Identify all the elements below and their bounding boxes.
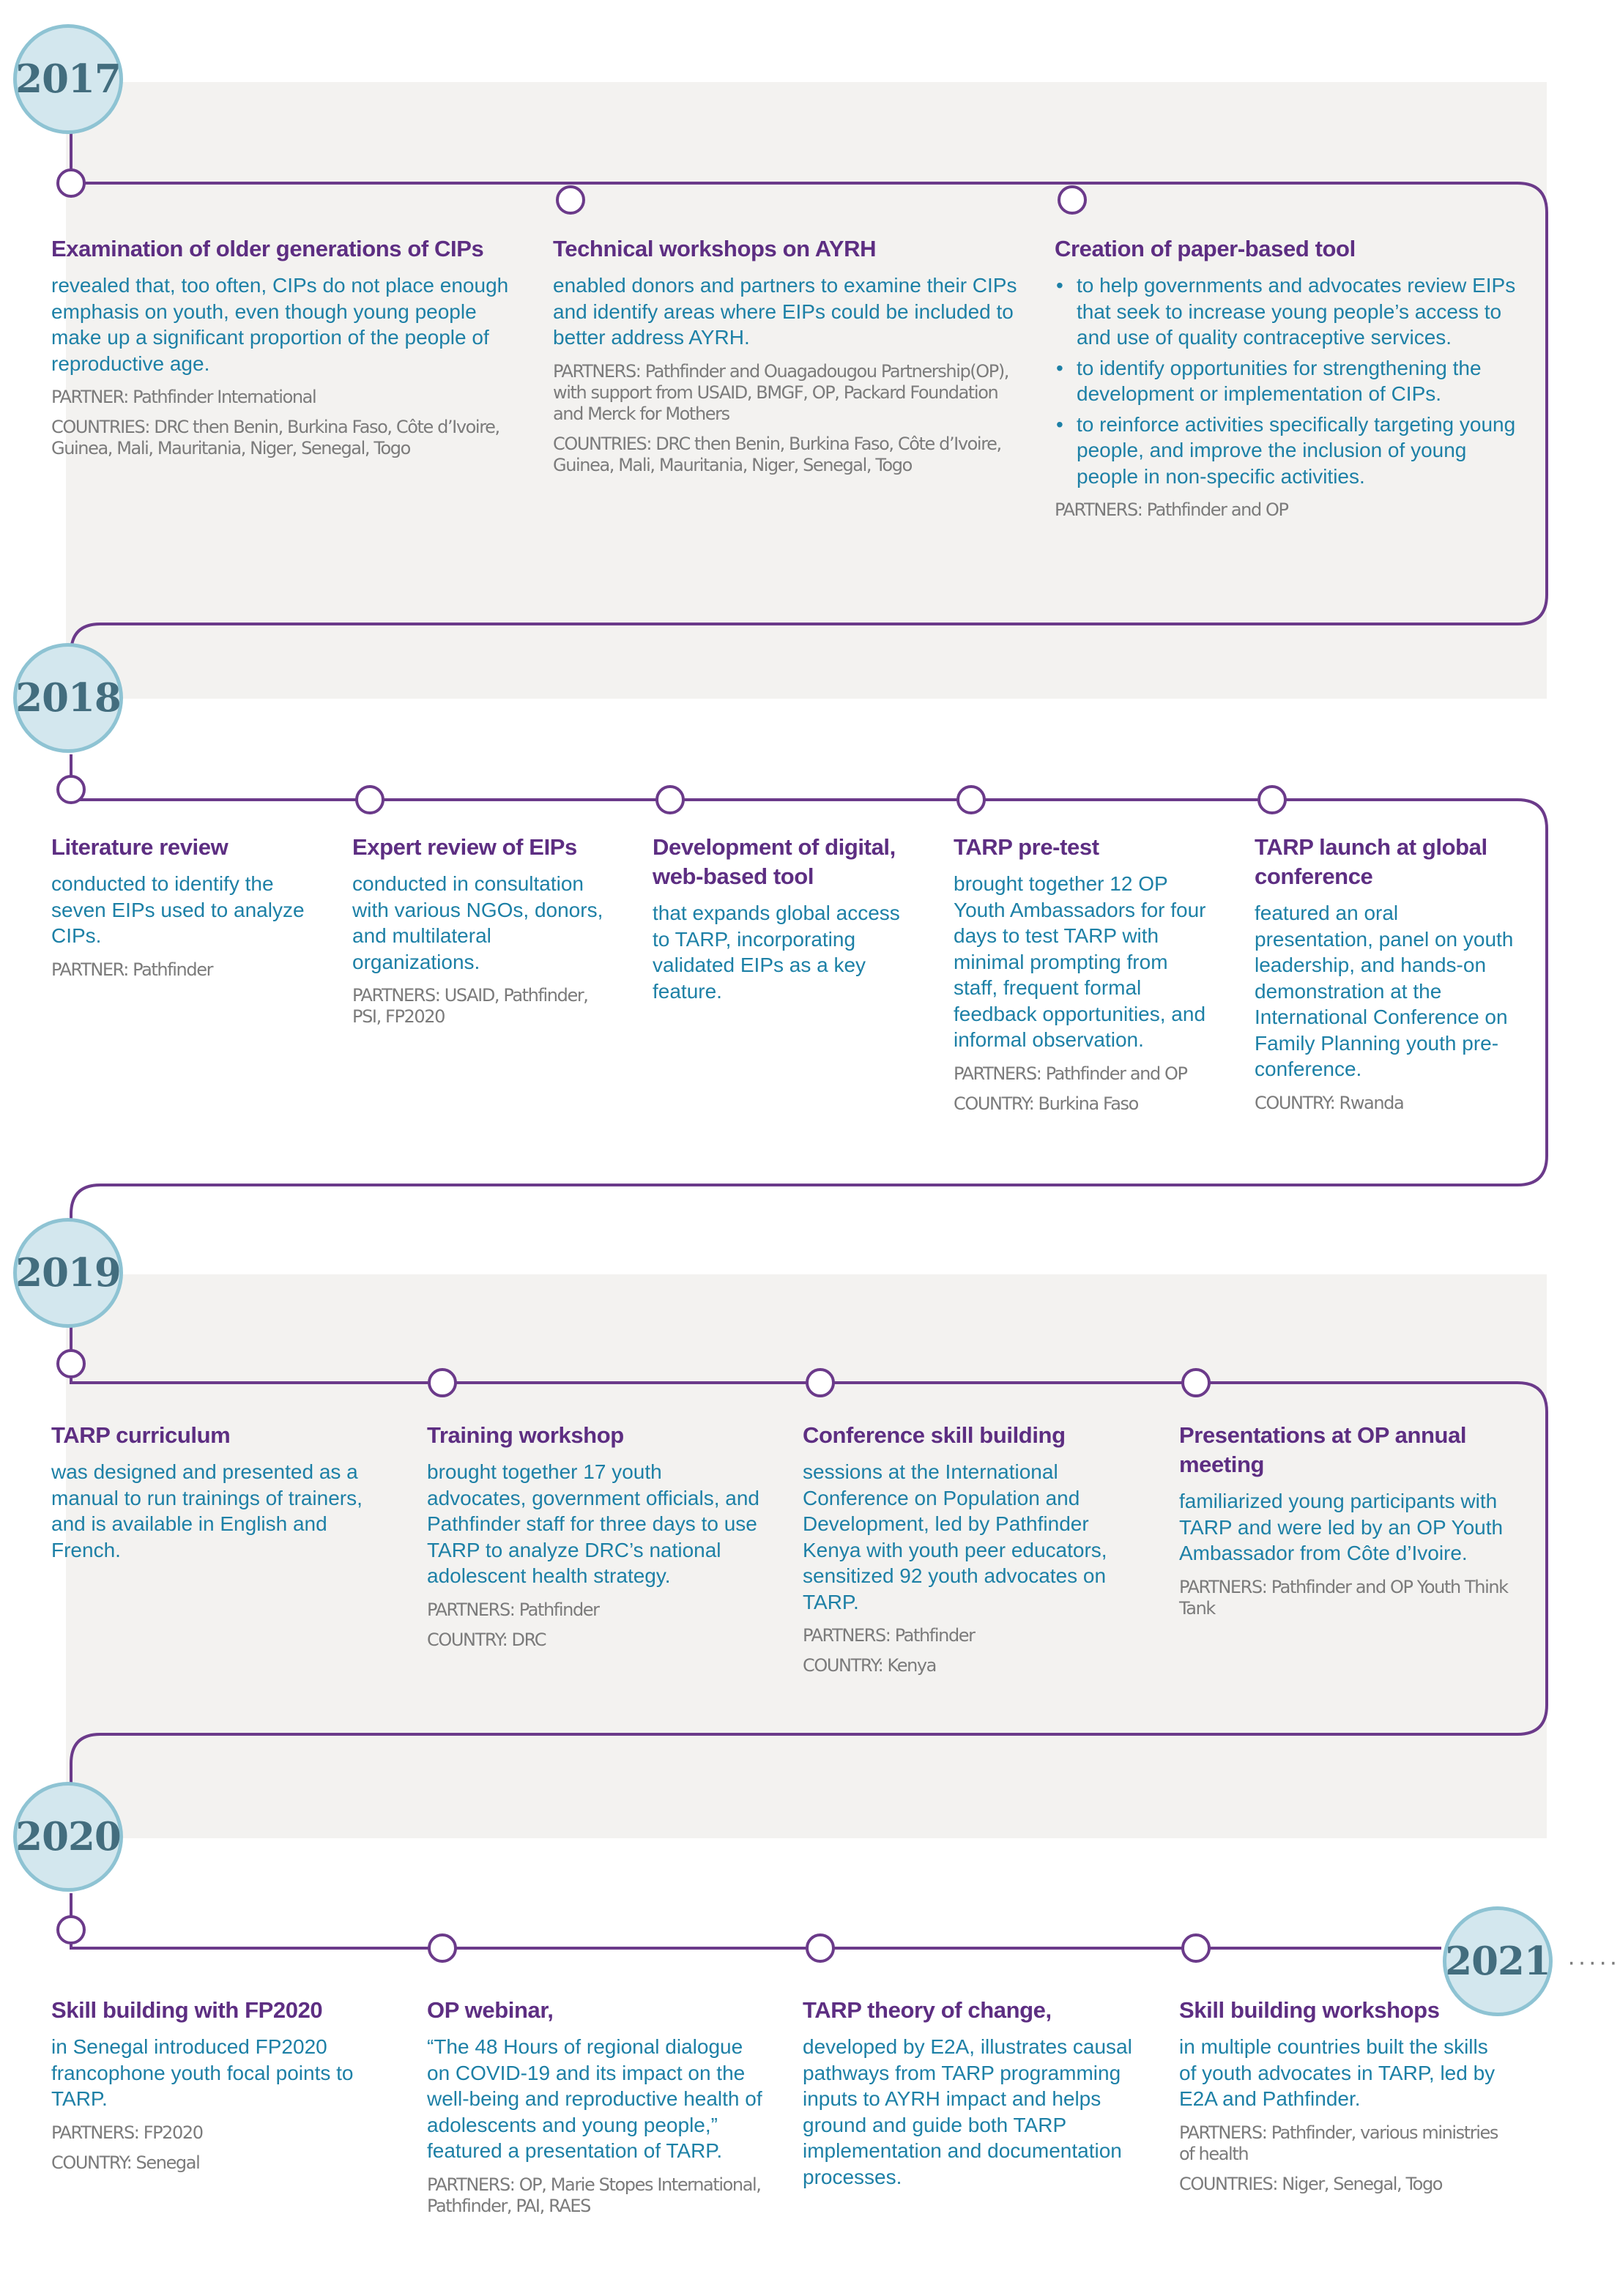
entry-description: conducted to identify the seven EIPs used to analyze CIPs. xyxy=(51,872,305,947)
year-2018-marker: 2018 xyxy=(13,643,123,753)
timeline-node xyxy=(355,785,384,814)
entry-title: Literature review xyxy=(51,834,228,860)
entry-paper-based-tool xyxy=(1055,234,1523,521)
entry-partners: PARTNERS: FP2020 xyxy=(51,2122,203,2143)
entry-title: TARP launch at global conference xyxy=(1255,834,1487,889)
entry-partners: PARTNERS: Pathfinder xyxy=(427,1599,599,1620)
entry-description: familiarized young participants with TARP and were led by an OP Youth Ambassador from Côte d’Ivoire. xyxy=(1179,1490,1504,1564)
entry-title: Expert review of EIPs xyxy=(352,834,577,860)
entry-expert-review xyxy=(352,833,609,1028)
entry-partners: PARTNERS: Pathfinder and OP xyxy=(1055,499,1288,520)
timeline-node xyxy=(1058,185,1087,215)
entry-partners: PARTNERS: Pathfinder xyxy=(803,1625,975,1646)
timeline-node xyxy=(428,1933,457,1963)
entry-title: OP webinar, xyxy=(427,1997,554,2023)
year-2020-marker: 2020 xyxy=(13,1782,123,1892)
timeline-node xyxy=(956,785,986,814)
timeline-node xyxy=(556,185,585,215)
timeline-node xyxy=(806,1368,835,1397)
entry-description: “The 48 Hours of regional dialogue on COVID-19 and its impact on the well-being and reproductive health of adolescents and young people,” featured a presentation of TARP. xyxy=(427,2035,762,2162)
entry-title: TARP curriculum xyxy=(51,1422,231,1448)
entry-title: Conference skill building xyxy=(803,1422,1066,1448)
year-2017-marker: 2017 xyxy=(13,24,123,134)
entry-skill-building-fp2020 xyxy=(51,1996,388,2174)
entry-description: was designed and presented as a manual to run trainings of trainers, and is available in English and French. xyxy=(51,1460,363,1561)
entry-title: TARP pre-test xyxy=(954,834,1099,860)
entry-country: COUNTRY: Burkina Faso xyxy=(954,1093,1138,1114)
entry-title: Training workshop xyxy=(427,1422,624,1448)
entry-op-annual-meeting xyxy=(1179,1421,1523,1619)
entry-title: Skill building with FP2020 xyxy=(51,1997,323,2023)
year-2021-marker: 2021 xyxy=(1443,1906,1553,2016)
entry-op-webinar xyxy=(427,1996,764,2217)
entry-description: brought together 17 youth advocates, government officials, and Pathfinder staff for three days to use TARP to analyze DRC’s national adolescent health strategy. xyxy=(427,1460,759,1587)
entry-bullet: • to help governments and advocates review EIPs that seek to increase young people’s access to and use of quality contraceptive services. xyxy=(1055,272,1523,351)
timeline-node xyxy=(428,1368,457,1397)
entry-partners: PARTNER: Pathfinder International xyxy=(51,387,316,407)
entry-partners: PARTNER: Pathfinder xyxy=(51,959,213,980)
timeline-node xyxy=(1257,785,1287,814)
entry-conference-skill-building xyxy=(803,1421,1140,1676)
entry-description: featured an oral presentation, panel on youth leadership, and hands-on demonstration at the International Conference on Family Planning youth pre-conference. xyxy=(1255,902,1514,1080)
timeline-node xyxy=(56,1349,86,1378)
timeline-node xyxy=(1181,1933,1211,1963)
entry-description: that expands global access to TARP, incorporating validated EIPs as a key feature. xyxy=(653,902,900,1003)
entry-description: brought together 12 OP Youth Ambassadors for four days to test TARP with minimal prompting from staff, frequent formal feedback opportunities, and informal observation. xyxy=(954,872,1206,1051)
entry-partners: PARTNERS: Pathfinder, various ministries of health xyxy=(1179,2122,1498,2164)
entry-title: TARP theory of change, xyxy=(803,1997,1052,2023)
entry-description: in multiple countries built the skills of youth advocates in TARP, led by E2A and Pathfinder. xyxy=(1179,2035,1495,2110)
entry-bullet: • to reinforce activities specifically targeting young people, and improve the inclusion of young people in non-specific activities. xyxy=(1055,412,1523,490)
entry-title: Technical workshops on AYRH xyxy=(553,236,877,261)
timeline-node xyxy=(56,775,86,804)
entry-title: Development of digital, web-based tool xyxy=(653,834,896,889)
entry-examination-cips xyxy=(51,234,520,459)
entry-partners: PARTNERS: USAID, Pathfinder, PSI, FP2020 xyxy=(352,985,588,1027)
entry-partners: PARTNERS: Pathfinder and OP Youth Think Tank xyxy=(1179,1576,1508,1619)
entry-country: COUNTRY: Rwanda xyxy=(1255,1092,1404,1113)
entry-title: Creation of paper-based tool xyxy=(1055,236,1356,261)
entry-title: Examination of older generations of CIPs xyxy=(51,236,484,261)
entry-country: COUNTRY: Kenya xyxy=(803,1655,936,1676)
entry-tarp-pretest xyxy=(954,833,1210,1115)
entry-tarp-launch xyxy=(1255,833,1515,1114)
entry-bullet-list xyxy=(1055,272,1523,489)
year-2019-marker: 2019 xyxy=(13,1218,123,1328)
entry-technical-workshops xyxy=(553,234,1022,476)
timeline-node xyxy=(56,1915,86,1944)
entry-bullet: • to identify opportunities for strengthening the development or implementation of CIPs. xyxy=(1055,355,1523,407)
entry-digital-tool xyxy=(653,833,909,1004)
entry-description: revealed that, too often, CIPs do not place enough emphasis on youth, even though young people make up a significant proportion of the people of reproductive age. xyxy=(51,274,509,375)
entry-countries: COUNTRIES: Niger, Senegal, Togo xyxy=(1179,2173,1443,2194)
entry-description: sessions at the International Conference on Population and Development, led by Pathfinder Kenya with youth peer educators, sensitized 92 youth advocates on TARP. xyxy=(803,1460,1107,1613)
entry-description: in Senegal introduced FP2020 francophone youth focal points to TARP. xyxy=(51,2035,354,2110)
entry-title: Presentations at OP annual meeting xyxy=(1179,1422,1467,1477)
timeline-node xyxy=(655,785,685,814)
entry-partners: PARTNERS: OP, Marie Stopes International, Pathfinder, PAI, RAES xyxy=(427,2174,761,2216)
entry-countries: COUNTRIES: DRC then Benin, Burkina Faso, Côte d’Ivoire, Guinea, Mali, Mauritania, Niger, Senegal, Togo xyxy=(51,417,499,458)
entry-partners: PARTNERS: Pathfinder and Ouagadougou Partnership(OP), with support from USAID, BMGF, OP, Packard Foundation and Merck for Mothers xyxy=(553,360,1009,424)
continuation-dots: ····· xyxy=(1567,1948,1620,1976)
entry-partners: PARTNERS: Pathfinder and OP xyxy=(954,1063,1187,1084)
entry-tarp-curriculum xyxy=(51,1421,388,1563)
entry-tarp-theory-of-change xyxy=(803,1996,1140,2190)
timeline-node xyxy=(1181,1368,1211,1397)
entry-country: COUNTRY: Senegal xyxy=(51,2152,200,2173)
entry-skill-building-workshops xyxy=(1179,1996,1501,2195)
entry-description: developed by E2A, illustrates causal pathways from TARP programming inputs to AYRH impact and helps ground and guide both TARP implementation and documentation processes. xyxy=(803,2035,1132,2188)
entry-title: Skill building workshops xyxy=(1179,1997,1440,2023)
timeline-node xyxy=(806,1933,835,1963)
entry-description: conducted in consultation with various NGOs, donors, and multilateral organizations. xyxy=(352,872,603,973)
timeline-node xyxy=(56,168,86,198)
entry-country: COUNTRY: DRC xyxy=(427,1629,546,1650)
entry-literature-review xyxy=(51,833,308,981)
entry-countries: COUNTRIES: DRC then Benin, Burkina Faso, Côte d’Ivoire, Guinea, Mali, Mauritania, Niger, Senegal, Togo xyxy=(553,433,1001,475)
entry-description: enabled donors and partners to examine their CIPs and identify areas where EIPs could be included to better address AYRH. xyxy=(553,274,1017,349)
entry-training-workshop xyxy=(427,1421,764,1651)
